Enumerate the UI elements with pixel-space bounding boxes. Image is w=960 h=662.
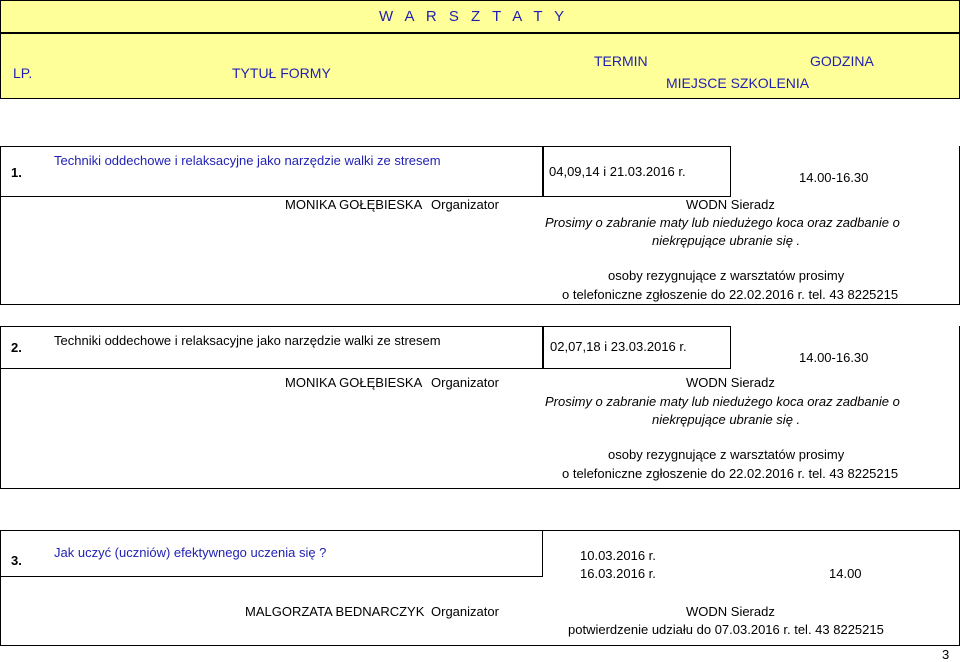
workshop-1-info: osoby rezygnujące z warsztatów prosimy xyxy=(608,268,845,283)
workshop-1-note: Prosimy o zabranie maty lub niedużego koca oraz zadbanie o xyxy=(545,215,900,230)
workshop-1-note-cont: niekrępujące ubranie się . xyxy=(652,233,801,248)
header-hour-column: GODZINA xyxy=(810,53,874,69)
page-number: 3 xyxy=(942,647,950,662)
workshop-2-note-cont: niekrępujące ubranie się . xyxy=(652,412,801,427)
workshop-2-person: MONIKA GOŁĘBIESKA xyxy=(285,375,423,390)
workshop-1-number: 1. xyxy=(11,165,22,180)
title-bar xyxy=(0,0,960,33)
workshop-3-confirmation: potwierdzenie udziału do 07.03.2016 r. tel. 43 8225215 xyxy=(568,622,884,637)
workshop-3-person: MALGORZATA BEDNARCZYK xyxy=(245,604,425,619)
workshop-2-dates: 02,07,18 i 23.03.2016 r. xyxy=(550,339,687,354)
workshop-1-dates: 04,09,14 i 21.03.2016 r. xyxy=(549,164,686,179)
workshop-2-number: 2. xyxy=(11,340,22,355)
workshop-3-role: Organizator xyxy=(431,604,499,619)
workshop-2-hours: 14.00-16.30 xyxy=(799,350,869,365)
workshop-2-info-cont: o telefoniczne zgłoszenie do 22.02.2016 r. tel. 43 8225215 xyxy=(562,466,899,481)
header-title-column: TYTUŁ FORMY xyxy=(232,65,331,81)
workshop-3-place: WODN Sieradz xyxy=(686,604,775,619)
header-place-column: MIEJSCE SZKOLENIA xyxy=(666,75,810,91)
workshop-3-hours: 14.00 xyxy=(829,566,862,581)
page-title: W A R S Z T A T Y xyxy=(379,8,569,25)
workshop-2-topic: Techniki oddechowe i relaksacyjne jako narzędzie walki ze stresem xyxy=(54,333,441,348)
workshop-1-place: WODN Sieradz xyxy=(686,197,775,212)
workshop-2-note: Prosimy o zabranie maty lub niedużego koca oraz zadbanie o xyxy=(545,394,900,409)
header-bar xyxy=(0,33,960,99)
header-date-column: TERMIN xyxy=(594,53,648,69)
workshop-3-date-first: 10.03.2016 r. xyxy=(580,548,656,563)
workshop-1-person: MONIKA GOŁĘBIESKA xyxy=(285,197,423,212)
workshop-3-number: 3. xyxy=(11,553,22,568)
workshop-1-topic: Techniki oddechowe i relaksacyjne jako narzędzie walki ze stresem xyxy=(54,153,441,168)
workshop-1-role: Organizator xyxy=(431,197,499,212)
workshop-2-place: WODN Sieradz xyxy=(686,375,775,390)
workshop-1-hours: 14.00-16.30 xyxy=(799,170,869,185)
workshop-1-info-cont: o telefoniczne zgłoszenie do 22.02.2016 r. tel. 43 8225215 xyxy=(562,287,899,302)
workshop-3-date-second: 16.03.2016 r. xyxy=(580,566,656,581)
workshop-2-info: osoby rezygnujące z warsztatów prosimy xyxy=(608,447,845,462)
workshop-3-topic: Jak uczyć (uczniów) efektywnego uczenia się ? xyxy=(54,545,327,560)
workshop-2-role: Organizator xyxy=(431,375,499,390)
header-lp: LP. xyxy=(13,65,33,81)
